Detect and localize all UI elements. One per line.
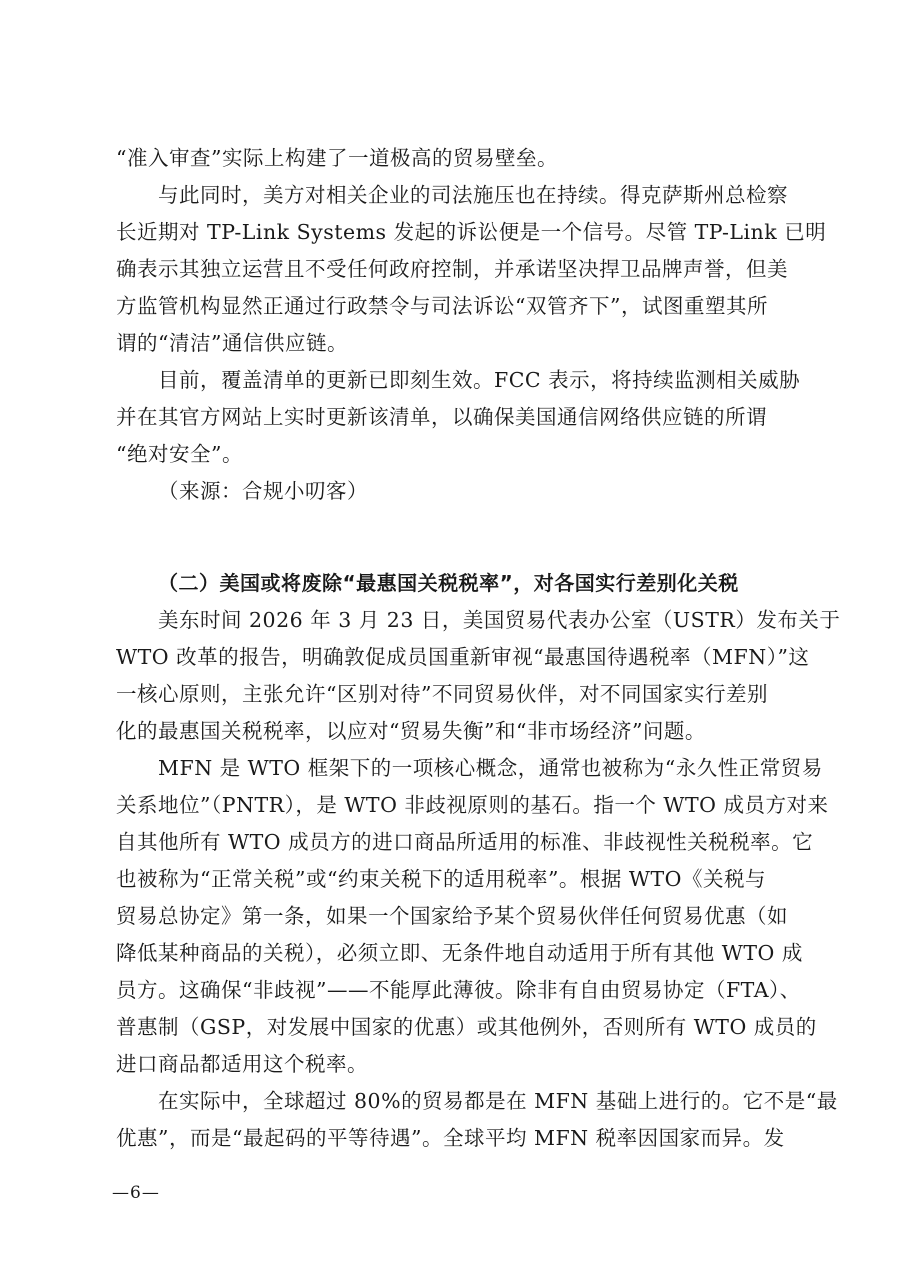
paragraph-line: 普惠制（GSP，对发展中国家的优惠）或其他例外，否则所有 WTO 成员的 bbox=[116, 1015, 817, 1039]
page-content bbox=[116, 140, 841, 1157]
source-note: （来源：合规小叨客） bbox=[158, 479, 368, 503]
paragraph-line: 员方。这确保“非歧视”——不能厚此薄彼。除非有自由贸易协定（FTA）、 bbox=[116, 978, 801, 1002]
paragraph-line: 方监管机构显然正通过行政禁令与司法诉讼“双管齐下”，试图重塑其所 bbox=[116, 294, 768, 318]
section-heading: （二）美国或将废除“最惠国关税税率”，对各国实行差别化关税 bbox=[158, 571, 739, 595]
paragraph-line: 谓的“清洁”通信供应链。 bbox=[116, 331, 348, 355]
paragraph-line: 降低某种商品的关税），必须立即、无条件地自动适用于所有其他 WTO 成 bbox=[116, 941, 803, 965]
paragraph-line: 并在其官方网站上实时更新该清单，以确保美国通信网络供应链的所谓 bbox=[116, 405, 767, 429]
paragraph-line: 美东时间 2026 年 3 月 23 日，美国贸易代表办公室（USTR）发布关于 bbox=[158, 608, 841, 632]
page-number: —6— bbox=[112, 1183, 160, 1203]
paragraph-line: 贸易总协定》第一条，如果一个国家给予某个贸易伙伴任何贸易优惠（如 bbox=[116, 904, 788, 928]
paragraph-line: 进口商品都适用这个税率。 bbox=[116, 1052, 368, 1076]
paragraph-line: 一核心原则，主张允许“区别对待”不同贸易伙伴，对不同国家实行差别 bbox=[116, 682, 768, 706]
paragraph-line: WTO 改革的报告，明确敦促成员国重新审视“最惠国待遇税率（MFN）”这 bbox=[116, 645, 810, 669]
paragraph-line: 关系地位”（PNTR），是 WTO 非歧视原则的基石。指一个 WTO 成员方对来 bbox=[116, 793, 829, 817]
paragraph-line: 长近期对 TP-Link Systems 发起的诉讼便是一个信号。尽管 TP-Link 已明 bbox=[116, 220, 827, 244]
spacer bbox=[116, 510, 796, 547]
paragraph-line: 优惠”，而是“最起码的平等待遇”。全球平均 MFN 税率因国家而异。发 bbox=[116, 1126, 785, 1150]
paragraph-line: 确表示其独立运营且不受任何政府控制，并承诺坚决捍卫品牌声誉，但美 bbox=[116, 257, 788, 281]
paragraph-line: “准入审查”实际上构建了一道极高的贸易壁垒。 bbox=[116, 146, 558, 170]
paragraph-line: MFN 是 WTO 框架下的一项核心概念，通常也被称为“永久性正常贸易 bbox=[158, 756, 823, 780]
spacer bbox=[116, 547, 796, 565]
paragraph-line: “绝对安全”。 bbox=[116, 442, 243, 466]
paragraph-line: 化的最惠国关税税率，以应对“贸易失衡”和“非市场经济”问题。 bbox=[116, 719, 706, 743]
paragraph-line: 也被称为“正常关税”或“约束关税下的适用税率”。根据 WTO《关税与 bbox=[116, 867, 766, 891]
paragraph-line: 在实际中，全球超过 80%的贸易都是在 MFN 基础上进行的。它不是“最 bbox=[158, 1089, 838, 1113]
paragraph-line: 目前，覆盖清单的更新已即刻生效。FCC 表示，将持续监测相关威胁 bbox=[158, 368, 801, 392]
paragraph-line: 与此同时，美方对相关企业的司法施压也在持续。得克萨斯州总检察 bbox=[158, 183, 788, 207]
paragraph-line: 自其他所有 WTO 成员方的进口商品所适用的标准、非歧视性关税税率。它 bbox=[116, 830, 814, 854]
